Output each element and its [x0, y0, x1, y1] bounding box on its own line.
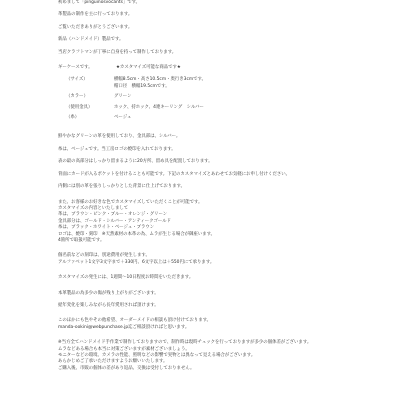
intro-line: 当店クラフトマンが丁寧に自身を持って制作しております。 [58, 49, 177, 55]
customization-line: 4箇所で取扱可能です。 [58, 237, 105, 243]
fee-section [58, 253, 388, 266]
listing-description [58, 0, 388, 372]
disclaimer-line: ※当方全てハンドメイド手作業で制作しておりますので、制作時は現時チェックを行っておりますが多少の個体差がございます。 [58, 340, 312, 346]
intro-line: 革製品の制作を主に行っております。 [58, 12, 133, 18]
spec-label: （カラー） [66, 94, 88, 100]
customization-line: 金具部分は、ゴールド・シルバー・アンティークゴールド [58, 218, 171, 224]
customization-line: 糸は、ブラック・ホワイト・ベージュ・ブラウン [58, 225, 155, 231]
customization-line: ロゴは、焼印・刻印 ※天然素材の本革の為、ムラが生じる場合が御座います。 [58, 231, 216, 237]
disclaimer-line: ムラなどある場合も本当に対策ございますが素材ございましょう。 [58, 346, 190, 352]
contact-section [58, 318, 388, 331]
contact-email-line: manda-ookini@webpunchase.jp迄ご相談頂ければと思います。 [58, 324, 190, 330]
customization-section [58, 200, 388, 245]
spec-color [58, 94, 388, 100]
spec-value: 横幅8.5cm・高さ10.5cm・奥行き3cmです。 [114, 77, 206, 83]
intro-line: ご覧いただきありがとうございます。 [58, 24, 133, 30]
disclaimer-line: モニターなどの環境、カメラの性能、照明などの影響で実物とは異なって見える場合がございます。 [58, 353, 256, 358]
notes-section [58, 291, 388, 310]
disclaimer-section [58, 340, 388, 372]
fee-line: アルファベット1文字3文字まで＋330円、6文字以上は＋550円にて承ります。 [58, 259, 215, 265]
customization-line: また、お客様のお好きな色でカスタマイズしていただくことが可能です。 [58, 199, 203, 205]
intro-line: 新品（ハンドメイド）製品です。 [58, 37, 124, 43]
spec-label: （サイズ） [66, 77, 88, 83]
spec-value: ベージュ [114, 115, 132, 121]
description-line: 鮮やかなグリーンの革を使用しており、金具部は、シルバー。 [58, 134, 181, 140]
note-line: 経年変化を楽しみながら長年愛用されば頂けます。 [58, 302, 159, 308]
spec-value: グリーン [114, 94, 132, 100]
description-line: 糸は、ベージュです。当工房ロゴの焼印を入れております。 [58, 146, 176, 152]
production-time-line: カスタマイズの発生には、1週間〜10日程度お時間をいただきます。 [58, 275, 194, 281]
spec-list [58, 77, 388, 121]
description-line: 背面にカードが入るポケットを付けることも可能です。下記のカスタマイズとあわせてお気軽にお申し付けください。 [58, 171, 291, 177]
fee-line: 個名前などの刻印は、別途費用が発生します。 [58, 253, 150, 259]
disclaimer-line: あらかじめご了承いただけますようお願いいたします。 [58, 359, 168, 365]
spec-thread [58, 115, 388, 121]
description-section [58, 134, 388, 190]
case-header-title: ギーケースです。 [58, 65, 93, 71]
customization-line: カスタマイズの内容といたしまして [58, 205, 129, 211]
intro-line: 初めまして「pinguinosvocants」です。 [58, 0, 141, 5]
description-line: 内側には別の革を張りしっかりとした背景に仕上げております。 [58, 184, 185, 190]
disclaimer-line: ご購入後、市販の個体の差があり返品、交換は受付しておりません。 [58, 365, 195, 371]
spec-label: （糸） [66, 115, 80, 121]
spec-label: （使用金具） [66, 104, 93, 110]
customization-line: 革は、ブラウン・ピンク・ブルー・オレンジ・グリーン [58, 212, 168, 218]
case-header-custom-note: ★カスタマイズ可能な商品です★ [116, 65, 181, 71]
spec-size [58, 77, 388, 90]
spec-hardware [58, 105, 388, 111]
description-line: 表の最の高部分はしっかり留まるように20方所、留め具を配置しております。 [58, 159, 213, 165]
spec-value: ホック、持ホック、4連キーリング シルバー [114, 104, 204, 110]
contact-line: このほかにも色やその他希望、オーダーメイドの相談も頂け付けております。 [58, 318, 212, 324]
note-line: 本革製品の為多少の傷が残り上がりがございます。 [58, 290, 159, 296]
spec-value: 帽口径 横幅19.5cmです。 [114, 83, 170, 89]
intro-section [58, 0, 388, 56]
